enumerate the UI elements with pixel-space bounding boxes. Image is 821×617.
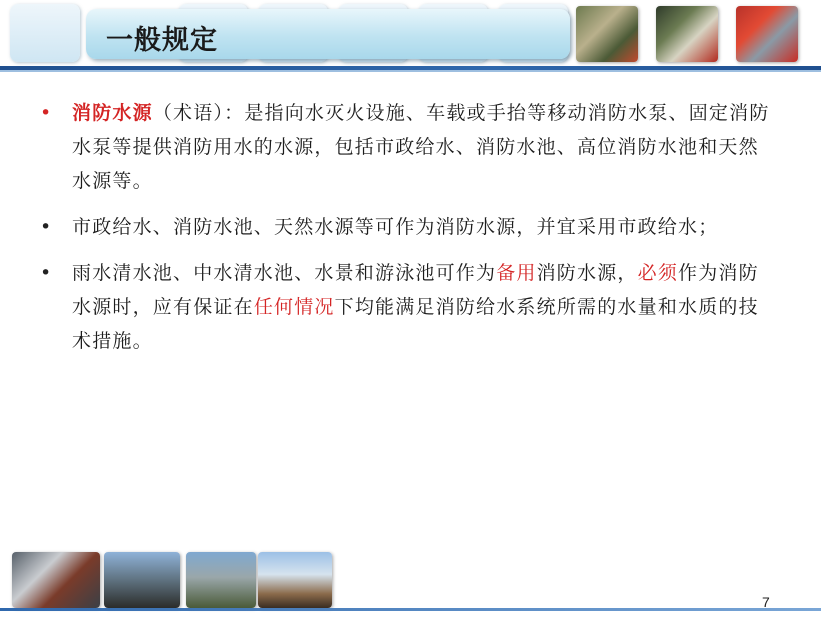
bullet-text: [72, 96, 778, 198]
footer-photo-firefighters: [104, 552, 180, 608]
footer-photo-water-spray: [258, 552, 332, 608]
slide-header: [0, 0, 821, 72]
footer-photo-aerial-ladder: [186, 552, 256, 608]
header-photo-pump-room: [736, 6, 798, 62]
text-segment: 作为消防水源时，应有保证在: [72, 262, 759, 318]
text-segment: 雨水清水池、中水清水池、水景和游泳池可作为: [72, 262, 497, 284]
bullet-text: [72, 210, 778, 244]
header-rule-light: [0, 70, 821, 72]
bullet-item: [36, 210, 778, 244]
slide-body: [36, 96, 778, 370]
highlighted-text: 必须: [637, 262, 679, 284]
text-segment: 下均能满足消防给水系统所需的水量和水质的技术措施。: [72, 296, 759, 352]
text-segment: 消防水源，: [536, 262, 638, 284]
text-segment: （术语）：是指向水灭火设施、车载或手抬等移动消防水泵、固定消防水泵等提供消防用水的水源，包括市政给水、消防水池、高位消防水池和天然水源等。: [72, 102, 770, 192]
bullet-item: [36, 256, 778, 358]
highlighted-text: 备用: [496, 262, 537, 284]
header-photo-firefighters: [576, 6, 638, 62]
slide-title: 一般规定: [106, 25, 218, 56]
header-tile: [10, 4, 80, 62]
page-number: 7: [762, 594, 770, 610]
highlighted-text: 消防水源: [72, 102, 153, 124]
highlighted-text: 任何情况: [253, 296, 335, 318]
bullet-marker: •: [40, 102, 52, 124]
footer-photo-fire-scene: [12, 552, 100, 608]
header-photo-inspection: [656, 6, 718, 62]
bullet-marker: •: [40, 262, 52, 284]
bullet-marker: •: [40, 216, 52, 238]
bullet-item: [36, 96, 778, 198]
footer-rule: [0, 608, 821, 611]
text-segment: 市政给水、消防水池、天然水源等可作为消防水源，并宜采用市政给水；: [72, 216, 719, 238]
bullet-text: [72, 256, 778, 358]
